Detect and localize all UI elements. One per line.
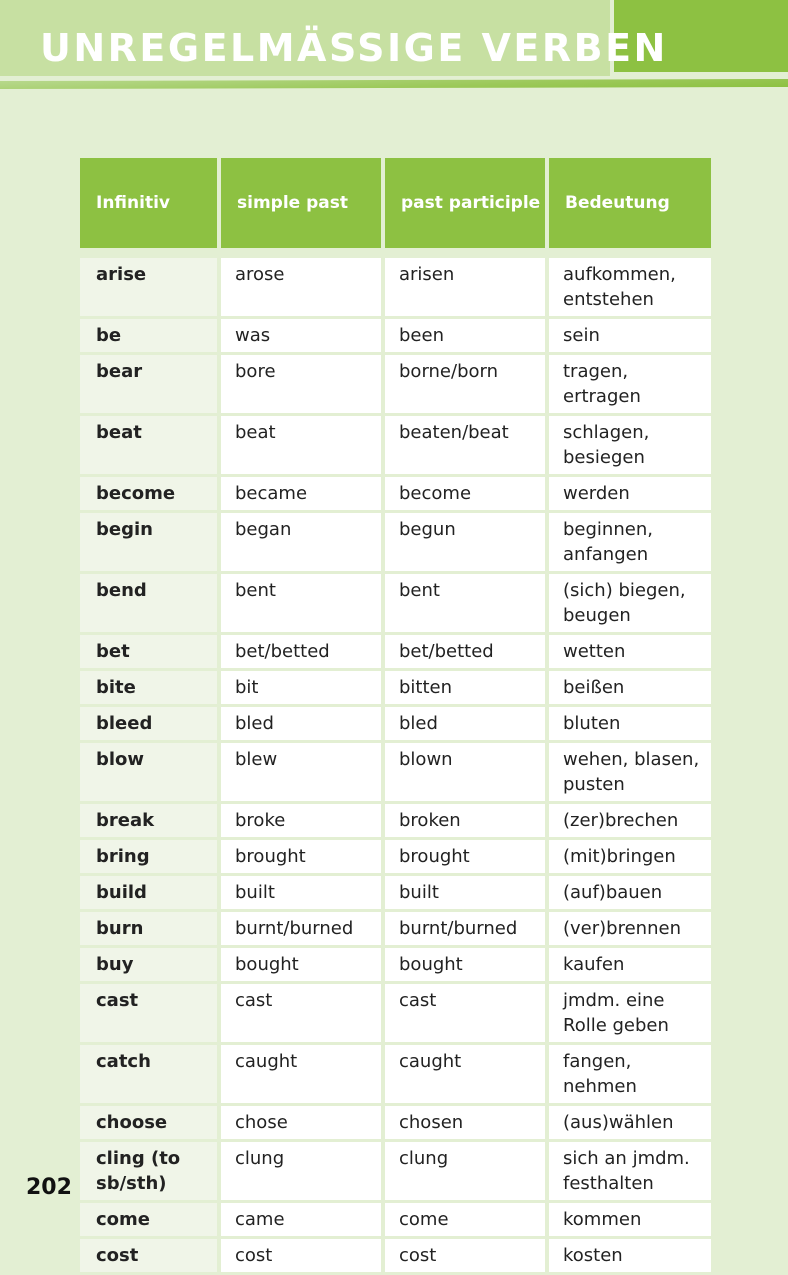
simple-past-cell: beat (221, 416, 381, 474)
bedeutung-cell: sich an jmdm. festhalten (549, 1142, 711, 1200)
table-row (80, 319, 711, 352)
infinitiv-cell: build (80, 876, 217, 909)
column-header-simple-past: simple past (221, 158, 381, 248)
simple-past-cell: came (221, 1203, 381, 1236)
bedeutung-cell: sein (549, 319, 711, 352)
table-row (80, 671, 711, 704)
infinitiv-cell: arise (80, 258, 217, 316)
bedeutung-cell: (sich) biegen, beugen (549, 574, 711, 632)
header-band (0, 0, 788, 98)
bedeutung-cell: aufkommen, entstehen (549, 258, 711, 316)
infinitiv-cell: cling (to sb/sth) (80, 1142, 217, 1200)
bedeutung-cell: beginnen, anfangen (549, 513, 711, 571)
bedeutung-cell: werden (549, 477, 711, 510)
column-header-infinitiv: Infinitiv (80, 158, 217, 248)
infinitiv-cell: cost (80, 1239, 217, 1272)
simple-past-cell: brought (221, 840, 381, 873)
bedeutung-cell: wetten (549, 635, 711, 668)
infinitiv-cell: break (80, 804, 217, 837)
infinitiv-cell: blow (80, 743, 217, 801)
bedeutung-cell: (ver)brennen (549, 912, 711, 945)
header-stripe (0, 79, 788, 89)
column-header-past-participle: past participle (385, 158, 545, 248)
table-row (80, 1203, 711, 1236)
infinitiv-cell: beat (80, 416, 217, 474)
bedeutung-cell: tragen, ertragen (549, 355, 711, 413)
simple-past-cell: began (221, 513, 381, 571)
table-body (80, 251, 711, 1272)
simple-past-cell: burnt/burned (221, 912, 381, 945)
simple-past-cell: bet/betted (221, 635, 381, 668)
past-participle-cell: become (385, 477, 545, 510)
table-row (80, 355, 711, 413)
simple-past-cell: bled (221, 707, 381, 740)
bedeutung-cell: wehen, blasen, pusten (549, 743, 711, 801)
simple-past-cell: cost (221, 1239, 381, 1272)
infinitiv-cell: become (80, 477, 217, 510)
simple-past-cell: was (221, 319, 381, 352)
past-participle-cell: blown (385, 743, 545, 801)
bedeutung-cell: kommen (549, 1203, 711, 1236)
table-row (80, 1142, 711, 1200)
infinitiv-cell: bet (80, 635, 217, 668)
infinitiv-cell: catch (80, 1045, 217, 1103)
table-row (80, 574, 711, 632)
table-header-row (80, 158, 711, 248)
infinitiv-cell: bring (80, 840, 217, 873)
infinitiv-cell: begin (80, 513, 217, 571)
bedeutung-cell: bluten (549, 707, 711, 740)
simple-past-cell: cast (221, 984, 381, 1042)
past-participle-cell: built (385, 876, 545, 909)
table-row (80, 1239, 711, 1272)
infinitiv-cell: be (80, 319, 217, 352)
past-participle-cell: bled (385, 707, 545, 740)
table-row (80, 477, 711, 510)
past-participle-cell: bet/betted (385, 635, 545, 668)
table-row (80, 1045, 711, 1103)
past-participle-cell: borne/born (385, 355, 545, 413)
past-participle-cell: cost (385, 1239, 545, 1272)
past-participle-cell: caught (385, 1045, 545, 1103)
simple-past-cell: built (221, 876, 381, 909)
table-row (80, 707, 711, 740)
infinitiv-cell: bite (80, 671, 217, 704)
bedeutung-cell: jmdm. eine Rolle geben (549, 984, 711, 1042)
bedeutung-cell: (zer)brechen (549, 804, 711, 837)
infinitiv-cell: bear (80, 355, 217, 413)
table-row (80, 513, 711, 571)
bedeutung-cell: (auf)bauen (549, 876, 711, 909)
infinitiv-cell: burn (80, 912, 217, 945)
table-row (80, 912, 711, 945)
table-row (80, 876, 711, 909)
table-row (80, 1106, 711, 1139)
simple-past-cell: became (221, 477, 381, 510)
infinitiv-cell: choose (80, 1106, 217, 1139)
past-participle-cell: been (385, 319, 545, 352)
simple-past-cell: bit (221, 671, 381, 704)
past-participle-cell: brought (385, 840, 545, 873)
past-participle-cell: begun (385, 513, 545, 571)
simple-past-cell: broke (221, 804, 381, 837)
past-participle-cell: bitten (385, 671, 545, 704)
table-row (80, 258, 711, 316)
past-participle-cell: beaten/beat (385, 416, 545, 474)
table-row (80, 948, 711, 981)
page-number: 202 (26, 1175, 72, 1200)
past-participle-cell: bought (385, 948, 545, 981)
infinitiv-cell: bleed (80, 707, 217, 740)
simple-past-cell: chose (221, 1106, 381, 1139)
past-participle-cell: clung (385, 1142, 545, 1200)
table-row (80, 635, 711, 668)
past-participle-cell: bent (385, 574, 545, 632)
simple-past-cell: clung (221, 1142, 381, 1200)
past-participle-cell: cast (385, 984, 545, 1042)
simple-past-cell: arose (221, 258, 381, 316)
past-participle-cell: broken (385, 804, 545, 837)
table-row (80, 984, 711, 1042)
bedeutung-cell: kaufen (549, 948, 711, 981)
table-row (80, 743, 711, 801)
bedeutung-cell: fangen, nehmen (549, 1045, 711, 1103)
simple-past-cell: bent (221, 574, 381, 632)
bedeutung-cell: schlagen, besiegen (549, 416, 711, 474)
simple-past-cell: caught (221, 1045, 381, 1103)
simple-past-cell: bore (221, 355, 381, 413)
bedeutung-cell: (mit)bringen (549, 840, 711, 873)
bedeutung-cell: beißen (549, 671, 711, 704)
irregular-verbs-table (76, 155, 715, 1275)
header-spacer (80, 251, 711, 255)
table-row (80, 804, 711, 837)
simple-past-cell: bought (221, 948, 381, 981)
table-row (80, 840, 711, 873)
bedeutung-cell: (aus)wählen (549, 1106, 711, 1139)
past-participle-cell: burnt/burned (385, 912, 545, 945)
bedeutung-cell: kosten (549, 1239, 711, 1272)
simple-past-cell: blew (221, 743, 381, 801)
table-row (80, 416, 711, 474)
past-participle-cell: chosen (385, 1106, 545, 1139)
page-title: UNREGELMÄSSIGE VERBEN (40, 26, 668, 70)
infinitiv-cell: bend (80, 574, 217, 632)
infinitiv-cell: cast (80, 984, 217, 1042)
past-participle-cell: arisen (385, 258, 545, 316)
infinitiv-cell: buy (80, 948, 217, 981)
past-participle-cell: come (385, 1203, 545, 1236)
column-header-bedeutung: Bedeutung (549, 158, 711, 248)
infinitiv-cell: come (80, 1203, 217, 1236)
